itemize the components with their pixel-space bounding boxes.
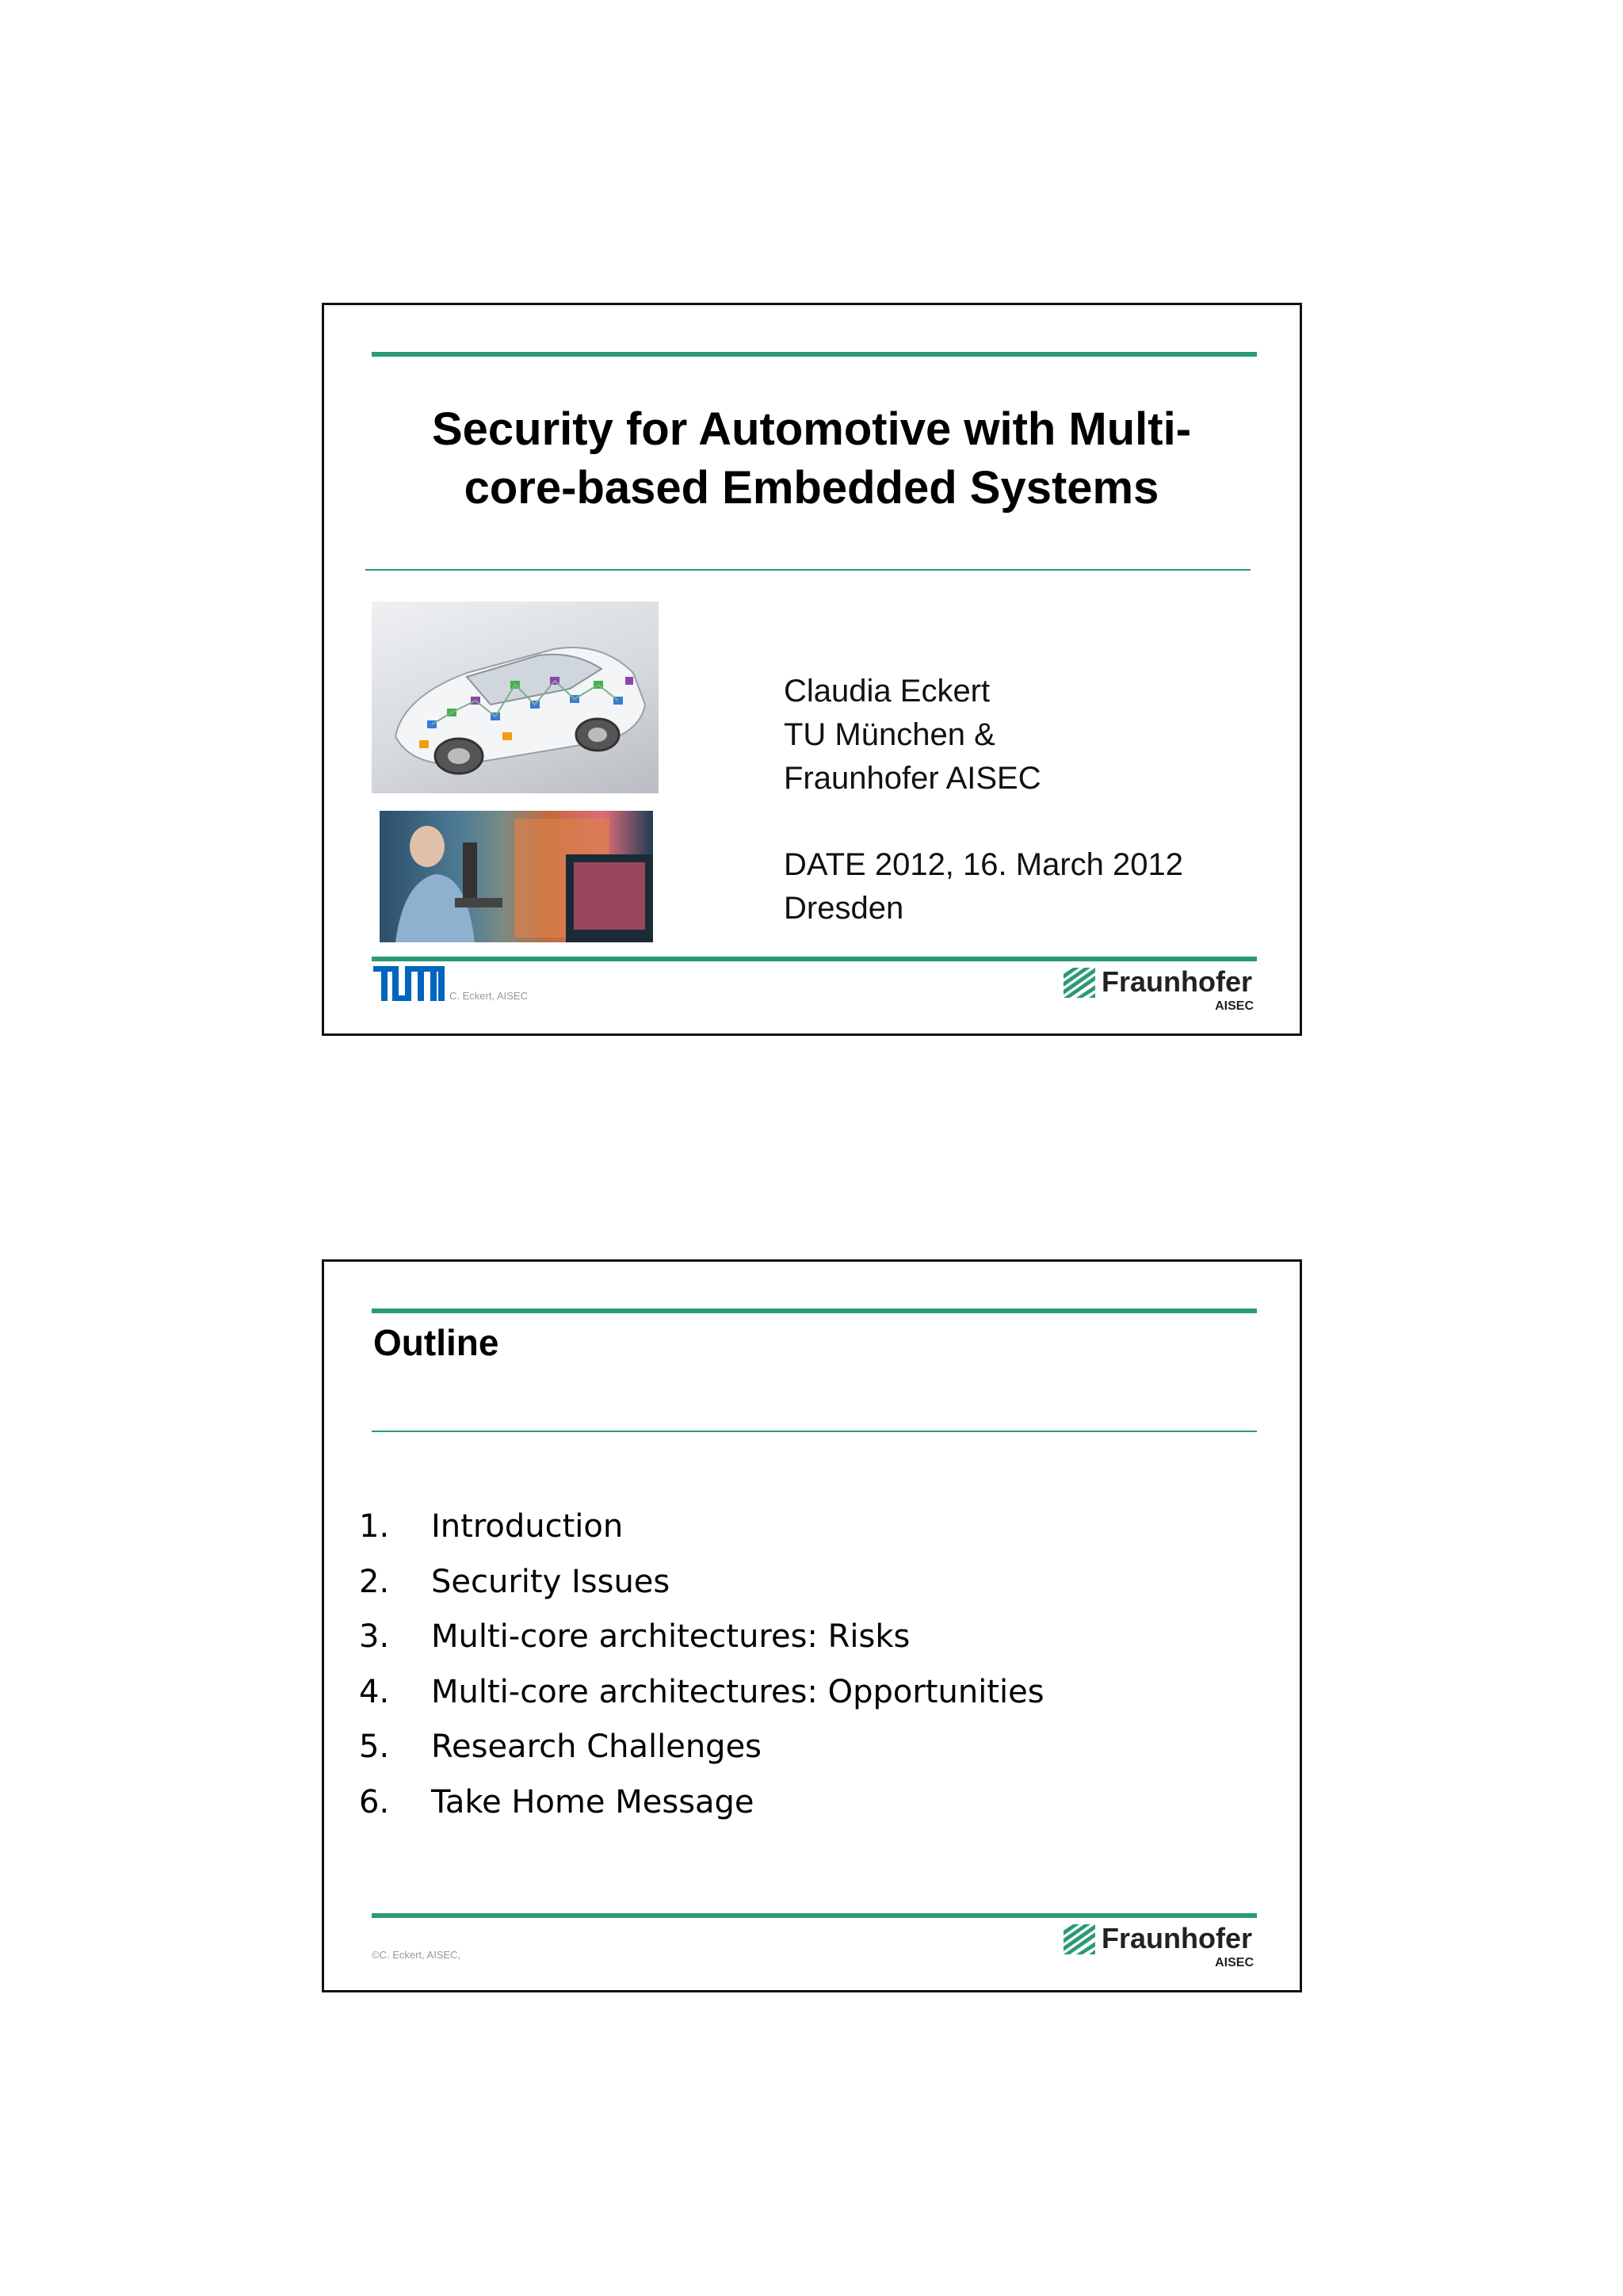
top-rule — [372, 352, 1257, 357]
outline-item-4: 4. Multi-core architectures: Opportunities — [359, 1673, 1044, 1710]
car-electronics-photo — [372, 602, 659, 793]
author-affiliation-1: TU München & — [784, 717, 995, 752]
fraunhofer-name: Fraunhofer — [1102, 965, 1253, 998]
event-date: DATE 2012, 16. March 2012 — [784, 847, 1183, 882]
fraunhofer-logo — [1064, 965, 1254, 1015]
title-line-1: Security for Automotive with Multi- — [431, 403, 1192, 455]
outline-heading: Outline — [373, 1322, 499, 1363]
outline-item-3: 3. Multi-core architectures: Risks — [359, 1618, 911, 1655]
title-underline — [365, 569, 1251, 571]
event-location: Dresden — [784, 891, 904, 926]
fraunhofer-mark-icon — [1064, 968, 1095, 998]
author-name: Claudia Eckert — [784, 674, 991, 709]
author-block — [784, 670, 1183, 930]
outline-list — [359, 1499, 1044, 1830]
fraunhofer-sub: AISEC — [1215, 1956, 1254, 1969]
outline-item-1: 1. Introduction — [359, 1508, 624, 1545]
fraunhofer-sub: AISEC — [1215, 999, 1254, 1013]
title-slide — [322, 303, 1302, 1036]
footer-credit: C. Eckert, AISEC — [449, 990, 528, 1002]
fraunhofer-logo — [1064, 1921, 1254, 1972]
title-line-2: core-based Embedded Systems — [464, 462, 1159, 514]
heading-underline — [372, 1431, 1257, 1432]
author-affiliation-2: Fraunhofer AISEC — [784, 761, 1041, 796]
outline-item-2: 2. Security Issues — [359, 1563, 670, 1600]
top-rule — [372, 1308, 1257, 1313]
outline-slide — [322, 1259, 1302, 1992]
tum-logo — [373, 966, 445, 1001]
fraunhofer-mark-icon — [1064, 1924, 1095, 1954]
outline-item-5: 5. Research Challenges — [359, 1729, 762, 1765]
footer-credit: ©C. Eckert, AISEC, — [372, 1949, 461, 1961]
outline-item-6: 6. Take Home Message — [359, 1783, 754, 1820]
lab-researcher-photo — [380, 811, 653, 942]
fraunhofer-name: Fraunhofer — [1102, 1922, 1253, 1954]
slide-title — [372, 400, 1251, 518]
footer-rule — [372, 957, 1257, 961]
footer-rule — [372, 1913, 1257, 1918]
